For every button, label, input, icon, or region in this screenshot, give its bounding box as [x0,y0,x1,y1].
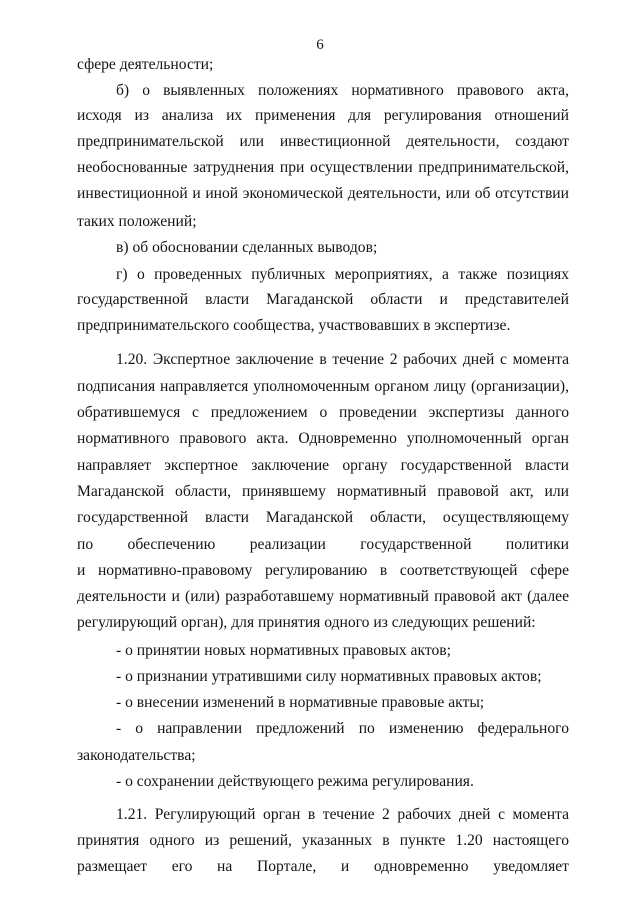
text-line: регулирующий орган), для принятия одного из следующих решений: [77,614,536,631]
text-line: 1.21. Регулирующий орган в течение 2 рабочих дней с момента [116,806,569,823]
list-item: - о признании утратившими силу нормативных правовых актов; [116,668,542,685]
text-line: 1.20. Экспертное заключение в течение 2 рабочих дней с момента [116,351,569,368]
list-item: - о направлении предложений по изменению федерального [116,720,569,737]
text-line: Магаданской области, принявшему нормативный правовой акт, или [77,483,569,500]
text-line: государственной власти Магаданской области и представителей [77,291,569,308]
text-line: законодательства; [77,747,196,764]
list-item: - о внесении изменений в нормативные правовые акты; [116,694,485,711]
text-line: необоснованные затруднения при осуществлении предпринимательской, [77,159,569,176]
text-line: предпринимательской или инвестиционной деятельности, создают [77,133,569,150]
text-line: б) о выявленных положениях нормативного правового акта, [116,82,569,99]
text-line: исходя из анализа их применения для регулирования отношений [77,107,569,124]
list-item: - о принятии новых нормативных правовых актов; [116,642,451,659]
text-line: принятия одного из решений, указанных в пункте 1.20 настоящего [77,832,569,849]
text-line: таких положений; [77,213,197,230]
text-line: по обеспечению реализации государственной политики [77,536,569,553]
text-line: предпринимательского сообщества, участвовавших в экспертизе. [77,317,511,334]
text-line: государственной власти Магаданской области, осуществляющему [77,509,569,526]
text-line: обратившемуся с предложением о проведении экспертизы данного [77,404,569,421]
text-line: сфере деятельности; [77,56,214,73]
text-line: в) об обосновании сделанных выводов; [116,239,378,256]
list-item: - о сохранении действующего режима регулирования. [116,773,474,790]
text-line: и нормативно-правовому регулированию в соответствующей сфере [77,562,569,579]
page-number: 6 [316,37,324,53]
text-line: г) о проведенных публичных мероприятиях, а также позициях [116,266,569,283]
text-line: направляет экспертное заключение органу государственной власти [77,457,569,474]
text-line: нормативного правового акта. Одновременно уполномоченный орган [77,430,569,447]
text-line: подписания направляется уполномоченным органом лицу (организации), [77,378,569,395]
text-line: деятельности и (или) разработавшему нормативный правовой акт (далее [77,588,569,605]
text-line: размещает его на Портале, и одновременно уведомляет [77,858,569,875]
text-line: инвестиционной и иной экономической деятельности, или об отсутствии [77,185,569,202]
